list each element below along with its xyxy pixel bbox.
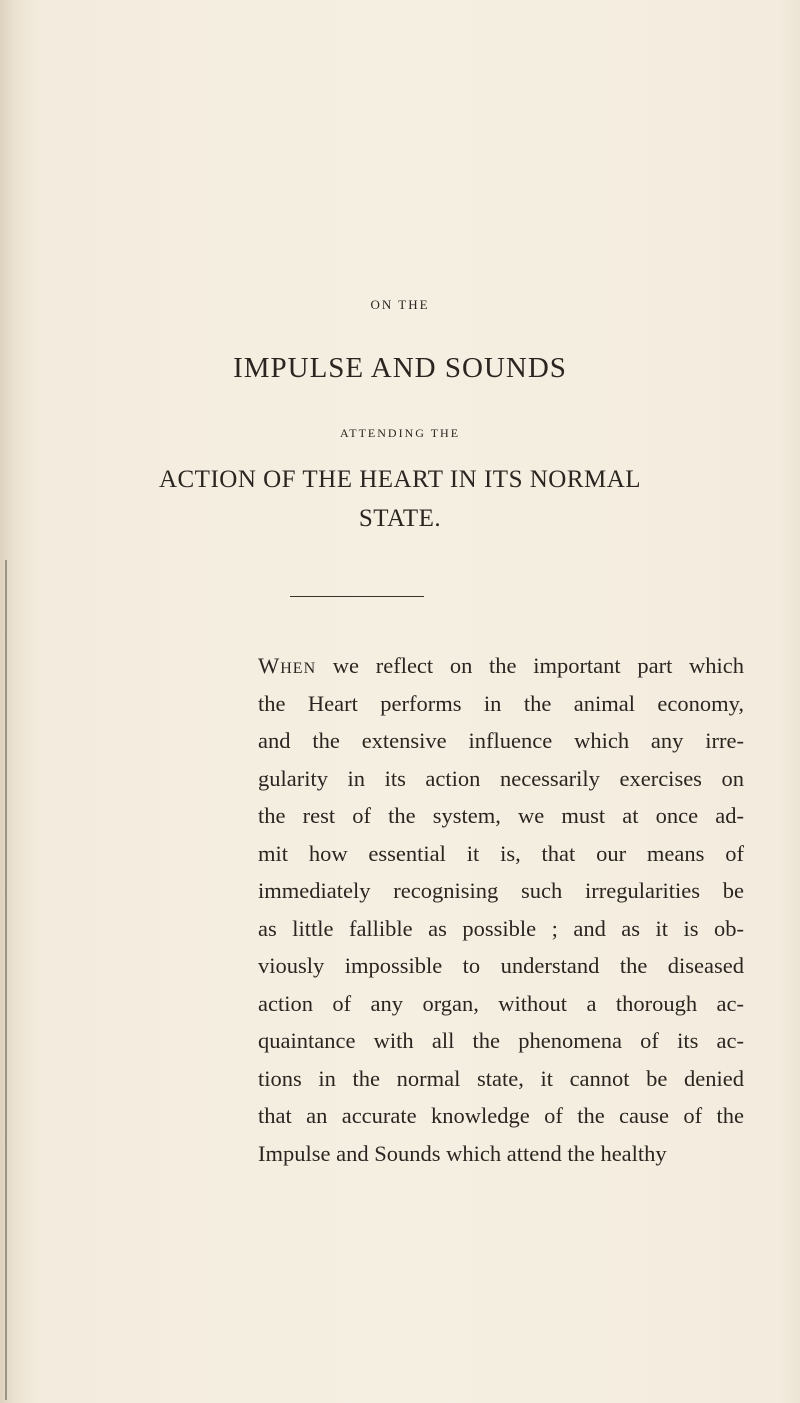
paragraph-line: Impulse and Sounds which attend the healthy bbox=[258, 1140, 667, 1166]
paragraph-line: action of any organ, without a thorough ac- bbox=[258, 990, 744, 1016]
body-paragraph bbox=[258, 647, 744, 1172]
page-gutter-shadow bbox=[5, 560, 7, 1400]
paragraph-line: that an accurate knowledge of the cause of the bbox=[258, 1103, 744, 1128]
section-divider bbox=[290, 596, 424, 597]
paragraph-line: the Heart performs in the animal economy, bbox=[258, 690, 744, 716]
paragraph-line: mit how essential it is, that our means of bbox=[258, 840, 744, 866]
heading-on-the: ON THE bbox=[370, 297, 430, 312]
paragraph-line: gularity in its action necessarily exercises on bbox=[258, 765, 744, 791]
paragraph-line: immediately recognising such irregularities be bbox=[258, 878, 744, 903]
subtitle-line-2: STATE. bbox=[358, 505, 442, 532]
paragraph-line: and the extensive influence which any irre- bbox=[258, 728, 744, 753]
paragraph-line: quaintance with all the phenomena of its ac- bbox=[258, 1028, 744, 1053]
paragraph-line bbox=[258, 647, 744, 685]
paragraph-line: as little fallible as possible ; and as it is ob- bbox=[258, 915, 744, 941]
subtitle-line-1: ACTION OF THE HEART IN ITS NORMAL bbox=[158, 466, 642, 493]
paragraph-line: the rest of the system, we must at once ad- bbox=[258, 803, 744, 828]
drop-word: When bbox=[258, 653, 317, 678]
page-title: IMPULSE AND SOUNDS bbox=[233, 352, 567, 384]
paragraph-line: tions in the normal state, it cannot be denied bbox=[258, 1065, 744, 1091]
line-text: we reflect on the important part which bbox=[316, 653, 744, 678]
heading-attending: ATTENDING THE bbox=[339, 426, 461, 440]
paragraph-line: viously impossible to understand the diseased bbox=[258, 953, 744, 978]
